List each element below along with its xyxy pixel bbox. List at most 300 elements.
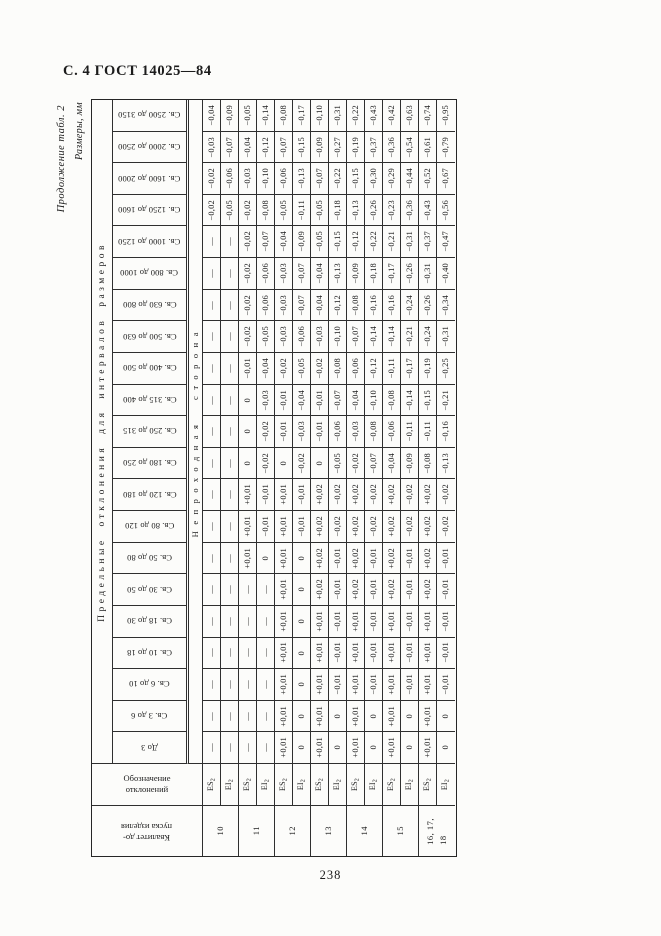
size-interval-label: Св. 18 до 30 [113, 606, 186, 638]
deviation-value-cell: −0,31 [437, 321, 455, 353]
deviation-value-cell: −0,14 [383, 321, 401, 353]
deviation-value-cell: +0,01 [275, 511, 293, 543]
deviation-value-cell: −0,12 [329, 290, 347, 322]
deviation-value-cell: −0,24 [419, 321, 437, 353]
deviation-value-cell: — [239, 574, 257, 606]
designation-cell: $EI_2$ [257, 764, 275, 806]
size-interval-label: Св. 6 до 10 [113, 669, 186, 701]
deviation-value-cell: +0,01 [419, 606, 437, 638]
deviation-value-cell: −0,37 [365, 132, 383, 164]
deviation-value-cell: −0,21 [437, 385, 455, 417]
deviation-value-cell: −0,03 [293, 416, 311, 448]
deviation-value-cell: −0,16 [383, 290, 401, 322]
deviation-value-cell: — [203, 511, 221, 543]
deviation-value-cell: −0,11 [383, 353, 401, 385]
size-interval-label: До 3 [113, 732, 186, 764]
deviation-value-cell: −0,01 [437, 606, 455, 638]
deviation-value-cell: 0 [293, 543, 311, 575]
size-interval-label: Св. 80 до 120 [113, 511, 186, 543]
deviation-value-cell: +0,02 [311, 543, 329, 575]
deviation-value-cell: 0 [329, 732, 347, 764]
deviation-value-cell: −0,04 [383, 448, 401, 480]
designation-cell: $ES_2$ [383, 764, 401, 806]
deviation-value-cell: 0 [365, 732, 383, 764]
deviation-value-cell: −0,02 [347, 448, 365, 480]
deviation-value-cell: 0 [275, 448, 293, 480]
deviation-value-cell: −0,34 [437, 290, 455, 322]
size-interval-label: Св. 500 до 630 [113, 321, 186, 353]
deviation-value-cell: −0,01 [365, 638, 383, 670]
deviation-value-cell: −0,02 [329, 511, 347, 543]
deviation-value-cell: −0,10 [365, 385, 383, 417]
deviation-value-cell: −0,12 [257, 132, 275, 164]
deviation-value-cell: −0,26 [365, 195, 383, 227]
deviation-value-cell: −0,01 [329, 669, 347, 701]
deviation-value-cell: — [203, 606, 221, 638]
deviation-value-cell: −0,01 [239, 353, 257, 385]
deviation-value-cell: −0,31 [329, 100, 347, 132]
deviation-value-cell: −0,01 [401, 669, 419, 701]
designation-row-label-line: отклонений [125, 784, 169, 795]
deviation-value-cell: −0,16 [437, 416, 455, 448]
deviation-value-cell: +0,01 [347, 606, 365, 638]
deviation-value-cell: −0,36 [383, 132, 401, 164]
deviation-value-cell: — [203, 479, 221, 511]
deviation-value-cell: −0,43 [419, 195, 437, 227]
deviation-value-cell: −0,06 [221, 163, 239, 195]
deviation-value-cell: −0,01 [275, 385, 293, 417]
deviation-value-cell: −0,22 [365, 226, 383, 258]
deviation-value-cell: −0,06 [293, 321, 311, 353]
deviation-value-cell: — [257, 669, 275, 701]
deviation-value-cell: −0,52 [419, 163, 437, 195]
deviation-value-cell: — [203, 353, 221, 385]
deviation-value-cell: −0,09 [221, 100, 239, 132]
deviation-value-cell: −0,01 [275, 416, 293, 448]
deviation-value-cell: +0,01 [419, 701, 437, 733]
deviation-value-cell: −0,10 [257, 163, 275, 195]
deviation-value-cell: −0,03 [203, 132, 221, 164]
deviation-value-cell: −0,01 [401, 606, 419, 638]
deviation-value-cell: −0,01 [437, 574, 455, 606]
size-units-label-text: Размеры, мм [74, 101, 86, 161]
deviation-value-cell: −0,04 [275, 226, 293, 258]
deviation-value-cell: −0,02 [257, 416, 275, 448]
deviation-value-cell: −0,08 [365, 416, 383, 448]
deviation-value-cell: +0,01 [275, 479, 293, 511]
deviation-value-cell: — [203, 321, 221, 353]
deviation-value-cell: −0,05 [257, 321, 275, 353]
deviation-value-cell: −0,08 [329, 353, 347, 385]
size-interval-label: Св. 30 до 50 [113, 574, 186, 606]
deviation-value-cell: — [203, 385, 221, 417]
page-header: С. 4 ГОСТ 14025—84 [63, 63, 212, 79]
deviation-value-cell: −0,08 [257, 195, 275, 227]
deviation-value-cell: −0,30 [365, 163, 383, 195]
deviation-value-cell: — [239, 638, 257, 670]
deviation-value-cell: −0,36 [401, 195, 419, 227]
designation-cell: $EI_2$ [293, 764, 311, 806]
deviation-value-cell: −0,05 [239, 100, 257, 132]
deviation-value-cell: −0,02 [203, 195, 221, 227]
deviation-value-cell: — [221, 638, 239, 670]
deviation-value-cell: +0,01 [275, 574, 293, 606]
deviation-value-cell: −0,04 [311, 258, 329, 290]
deviation-value-cell: −0,09 [347, 258, 365, 290]
deviation-value-cell: −0,15 [419, 385, 437, 417]
deviation-value-cell: −0,05 [329, 448, 347, 480]
designation-cell: $EI_2$ [221, 764, 239, 806]
deviation-value-cell: 0 [293, 606, 311, 638]
deviation-value-cell: −0,22 [329, 163, 347, 195]
deviation-value-cell: — [203, 226, 221, 258]
deviation-value-cell: 0 [293, 701, 311, 733]
deviation-value-cell: — [221, 385, 239, 417]
grade-cell: 10 [203, 806, 239, 856]
deviation-value-cell: −0,54 [401, 132, 419, 164]
deviation-value-cell: — [239, 701, 257, 733]
deviation-value-cell: +0,01 [419, 638, 437, 670]
deviation-value-cell: −0,02 [401, 511, 419, 543]
deviation-value-cell: — [221, 606, 239, 638]
deviation-value-cell: −0,03 [347, 416, 365, 448]
deviation-value-cell: −0,05 [311, 195, 329, 227]
deviation-value-cell: — [221, 321, 239, 353]
deviation-value-cell: −0,01 [437, 669, 455, 701]
size-interval-label: Св. 1600 до 2000 [113, 163, 186, 195]
deviation-value-cell: −0,05 [221, 195, 239, 227]
table-continuation-title [53, 94, 71, 224]
deviation-value-cell: −0,44 [401, 163, 419, 195]
deviation-value-cell: — [239, 606, 257, 638]
grade-cell: 15 [383, 806, 419, 856]
size-interval-label: Св. 180 до 250 [113, 448, 186, 480]
deviation-value-cell: +0,02 [311, 479, 329, 511]
deviation-value-cell: −0,01 [311, 416, 329, 448]
deviation-value-cell: −0,02 [239, 226, 257, 258]
deviation-value-cell: −0,09 [293, 226, 311, 258]
deviation-value-cell: 0 [437, 701, 455, 733]
deviation-value-cell: −0,06 [347, 353, 365, 385]
deviation-value-cell: −0,56 [437, 195, 455, 227]
size-interval-label: Св. 2000 до 2500 [113, 132, 186, 164]
deviation-value-cell: −0,08 [275, 100, 293, 132]
deviation-value-cell: −0,04 [311, 290, 329, 322]
deviation-value-cell: +0,02 [419, 543, 437, 575]
deviation-value-cell: +0,01 [311, 638, 329, 670]
deviation-value-cell: +0,01 [239, 511, 257, 543]
deviation-value-cell: −0,47 [437, 226, 455, 258]
deviation-value-cell: −0,24 [401, 290, 419, 322]
deviation-value-cell: −0,02 [239, 321, 257, 353]
deviation-value-cell: +0,01 [275, 606, 293, 638]
deviation-value-cell: 0 [239, 448, 257, 480]
deviation-value-cell: −0,26 [401, 258, 419, 290]
deviation-value-cell: — [257, 606, 275, 638]
size-interval-label: Св. 120 до 180 [113, 479, 186, 511]
deviation-value-cell: −0,79 [437, 132, 455, 164]
deviation-value-cell: −0,16 [365, 290, 383, 322]
deviation-value-cell: −0,04 [239, 132, 257, 164]
designation-cell: $ES_2$ [275, 764, 293, 806]
deviation-value-cell: −0,25 [437, 353, 455, 385]
size-interval-label: Св. 50 до 80 [113, 543, 186, 575]
deviation-value-cell: −0,02 [437, 511, 455, 543]
designation-cell: $EI_2$ [365, 764, 383, 806]
deviation-value-cell: −0,21 [401, 321, 419, 353]
deviation-value-cell: — [203, 448, 221, 480]
deviation-value-cell: — [203, 669, 221, 701]
deviation-value-cell: −0,11 [401, 416, 419, 448]
deviation-value-cell: −0,02 [239, 258, 257, 290]
designation-cell: $EI_2$ [329, 764, 347, 806]
deviation-value-cell: −0,02 [239, 290, 257, 322]
deviation-value-cell: — [203, 638, 221, 670]
deviation-value-cell: −0,02 [257, 448, 275, 480]
designation-cell: $ES_2$ [419, 764, 437, 806]
deviation-value-cell: 0 [293, 732, 311, 764]
deviation-value-cell: +0,02 [383, 543, 401, 575]
deviation-value-cell: — [221, 258, 239, 290]
deviation-value-cell: — [221, 448, 239, 480]
deviation-value-cell: +0,02 [383, 511, 401, 543]
deviation-value-cell: −0,07 [221, 132, 239, 164]
size-interval-label: Св. 3 до 6 [113, 701, 186, 733]
deviation-value-cell: +0,01 [419, 732, 437, 764]
deviation-value-cell: −0,04 [203, 100, 221, 132]
deviation-value-cell: 0 [239, 385, 257, 417]
deviation-value-cell: −0,02 [293, 448, 311, 480]
deviation-value-cell: −0,15 [293, 132, 311, 164]
deviation-value-cell: −0,06 [257, 290, 275, 322]
deviation-value-cell: — [221, 669, 239, 701]
deviation-value-cell: −0,07 [293, 258, 311, 290]
deviation-value-cell: −0,40 [437, 258, 455, 290]
deviation-value-cell: — [239, 669, 257, 701]
deviation-value-cell: −0,10 [311, 100, 329, 132]
deviation-value-cell: −0,06 [257, 258, 275, 290]
deviation-value-cell: −0,07 [257, 226, 275, 258]
deviation-value-cell: +0,01 [311, 669, 329, 701]
size-interval-label: Св. 10 до 18 [113, 638, 186, 670]
deviation-value-cell: — [257, 732, 275, 764]
deviation-value-cell: — [221, 574, 239, 606]
grade-cell: 12 [275, 806, 311, 856]
deviation-value-cell: −0,01 [437, 543, 455, 575]
deviation-value-cell: — [203, 574, 221, 606]
deviation-value-cell: +0,01 [419, 669, 437, 701]
deviation-value-cell: −0,07 [329, 385, 347, 417]
deviation-value-cell: −0,15 [329, 226, 347, 258]
deviation-value-cell: −0,42 [383, 100, 401, 132]
deviation-value-cell: −0,08 [383, 385, 401, 417]
deviation-value-cell: +0,01 [347, 638, 365, 670]
deviation-value-cell: — [221, 732, 239, 764]
deviation-value-cell: −0,03 [239, 163, 257, 195]
deviation-value-cell: −0,61 [419, 132, 437, 164]
deviation-value-cell: 0 [257, 543, 275, 575]
deviation-value-cell: +0,01 [275, 701, 293, 733]
deviation-value-cell: −0,03 [275, 321, 293, 353]
deviation-value-cell: −0,03 [275, 290, 293, 322]
grade-cell: 14 [347, 806, 383, 856]
deviation-value-cell: +0,01 [383, 638, 401, 670]
designation-cell: $ES_2$ [347, 764, 365, 806]
deviation-value-cell: −0,04 [257, 353, 275, 385]
designation-cell: $EI_2$ [437, 764, 455, 806]
deviation-value-cell: +0,01 [275, 669, 293, 701]
deviation-value-cell: +0,01 [239, 543, 257, 575]
deviation-value-cell: −0,31 [419, 258, 437, 290]
deviation-value-cell: −0,02 [239, 195, 257, 227]
deviation-value-cell: −0,17 [383, 258, 401, 290]
side-header-cell: Непроходная сторона [186, 100, 203, 764]
deviation-value-cell: −0,11 [419, 416, 437, 448]
deviation-value-cell: 0 [401, 701, 419, 733]
deviation-value-cell: −0,07 [275, 132, 293, 164]
deviation-value-cell: −0,01 [293, 479, 311, 511]
deviation-value-cell: −0,03 [311, 321, 329, 353]
size-interval-label: Св. 400 до 500 [113, 353, 186, 385]
deviation-value-cell: −0,01 [365, 606, 383, 638]
deviation-value-cell: −0,12 [347, 226, 365, 258]
deviation-value-cell: +0,01 [383, 701, 401, 733]
deviation-value-cell: −0,67 [437, 163, 455, 195]
deviation-value-cell: +0,01 [347, 732, 365, 764]
deviation-value-cell: +0,02 [347, 574, 365, 606]
grade-cell: 11 [239, 806, 275, 856]
deviation-value-cell: −0,05 [311, 226, 329, 258]
deviation-value-cell: +0,02 [419, 574, 437, 606]
deviation-value-cell: +0,01 [347, 669, 365, 701]
deviation-value-cell: 0 [365, 701, 383, 733]
deviation-value-cell: −0,29 [383, 163, 401, 195]
deviation-value-cell: 0 [437, 732, 455, 764]
deviation-value-cell: −0,02 [401, 479, 419, 511]
deviation-value-cell: +0,01 [347, 701, 365, 733]
deviation-value-cell: — [257, 638, 275, 670]
deviation-value-cell: −0,13 [437, 448, 455, 480]
deviation-value-cell: +0,01 [383, 732, 401, 764]
deviation-value-cell: −0,01 [365, 669, 383, 701]
deviation-value-cell: +0,02 [347, 479, 365, 511]
deviation-value-cell: −0,01 [437, 638, 455, 670]
deviation-value-cell: +0,02 [419, 511, 437, 543]
deviation-value-cell: −0,01 [401, 543, 419, 575]
deviation-value-cell: — [221, 416, 239, 448]
deviation-value-cell: −0,02 [365, 511, 383, 543]
deviation-value-cell: −0,17 [293, 100, 311, 132]
deviation-value-cell: −0,23 [383, 195, 401, 227]
grade-row-label-text: Квалитет до- пуска изделия [121, 820, 173, 843]
designation-cell: $ES_2$ [203, 764, 221, 806]
deviation-value-cell: — [203, 732, 221, 764]
deviation-value-cell: — [203, 543, 221, 575]
deviation-value-cell: 0 [293, 638, 311, 670]
deviation-value-cell: 0 [329, 701, 347, 733]
deviation-value-cell: +0,01 [275, 732, 293, 764]
deviation-value-cell: −0,07 [293, 290, 311, 322]
deviation-value-cell: −0,09 [401, 448, 419, 480]
size-interval-label: Св. 800 до 1000 [113, 258, 186, 290]
deviation-value-cell: −0,06 [383, 416, 401, 448]
deviation-value-cell: −0,01 [257, 479, 275, 511]
deviation-value-cell: −0,63 [401, 100, 419, 132]
size-interval-label: Св. 2500 до 3150 [113, 100, 186, 132]
deviation-value-cell: −0,08 [419, 448, 437, 480]
deviation-value-cell: — [257, 574, 275, 606]
deviation-value-cell: — [203, 416, 221, 448]
deviation-value-cell: −0,18 [329, 195, 347, 227]
deviation-value-cell: — [221, 511, 239, 543]
deviation-value-cell: −0,10 [329, 321, 347, 353]
deviation-value-cell: −0,13 [347, 195, 365, 227]
deviation-value-cell: — [203, 258, 221, 290]
deviation-table [91, 99, 457, 857]
deviation-value-cell: −0,07 [347, 321, 365, 353]
deviation-value-cell: −0,01 [401, 638, 419, 670]
deviation-value-cell: −0,74 [419, 100, 437, 132]
deviation-value-cell: −0,02 [365, 479, 383, 511]
deviation-value-cell: −0,21 [383, 226, 401, 258]
deviation-value-cell: — [221, 479, 239, 511]
deviation-value-cell: −0,02 [203, 163, 221, 195]
deviation-value-cell: −0,03 [257, 385, 275, 417]
deviation-value-cell: −0,02 [311, 353, 329, 385]
deviation-value-cell: — [221, 701, 239, 733]
deviation-value-cell: +0,02 [311, 574, 329, 606]
deviation-value-cell: −0,01 [365, 543, 383, 575]
deviation-value-cell: +0,02 [347, 511, 365, 543]
grade-cell: 16, 17, 18 [425, 817, 448, 845]
deviation-value-cell: −0,26 [419, 290, 437, 322]
deviation-value-cell: −0,03 [275, 258, 293, 290]
deviation-value-cell: −0,01 [293, 511, 311, 543]
deviation-value-cell: −0,02 [275, 353, 293, 385]
deviation-value-cell: −0,01 [329, 606, 347, 638]
deviation-value-cell: −0,02 [437, 479, 455, 511]
deviation-value-cell: 0 [293, 669, 311, 701]
deviation-value-cell: −0,14 [365, 321, 383, 353]
deviation-value-cell: 0 [311, 448, 329, 480]
deviation-value-cell: −0,07 [365, 448, 383, 480]
designation-cell: $ES_2$ [311, 764, 329, 806]
deviation-value-cell: +0,02 [419, 479, 437, 511]
deviation-value-cell: +0,01 [311, 606, 329, 638]
deviation-value-cell: −0,14 [257, 100, 275, 132]
designation-cell: $ES_2$ [239, 764, 257, 806]
deviation-value-cell: −0,37 [419, 226, 437, 258]
designation-cell: $EI_2$ [401, 764, 419, 806]
size-units-label [71, 94, 89, 168]
grade-cell: 13 [311, 806, 347, 856]
deviation-value-cell: −0,27 [329, 132, 347, 164]
deviation-value-cell: — [257, 701, 275, 733]
deviation-value-cell: −0,19 [419, 353, 437, 385]
deviation-value-cell: −0,31 [401, 226, 419, 258]
deviation-value-cell: −0,18 [365, 258, 383, 290]
grade-row-label [92, 806, 203, 856]
deviation-value-cell: −0,06 [275, 163, 293, 195]
deviation-value-cell: −0,08 [347, 290, 365, 322]
deviation-value-cell: −0,01 [329, 543, 347, 575]
designation-row-label-line: Обозначение [123, 773, 171, 784]
deviation-value-cell: +0,01 [383, 669, 401, 701]
deviation-value-cell: +0,01 [239, 479, 257, 511]
size-interval-label: Св. 250 до 315 [113, 416, 186, 448]
deviation-value-cell: −0,17 [401, 353, 419, 385]
deviation-value-cell: +0,01 [311, 732, 329, 764]
